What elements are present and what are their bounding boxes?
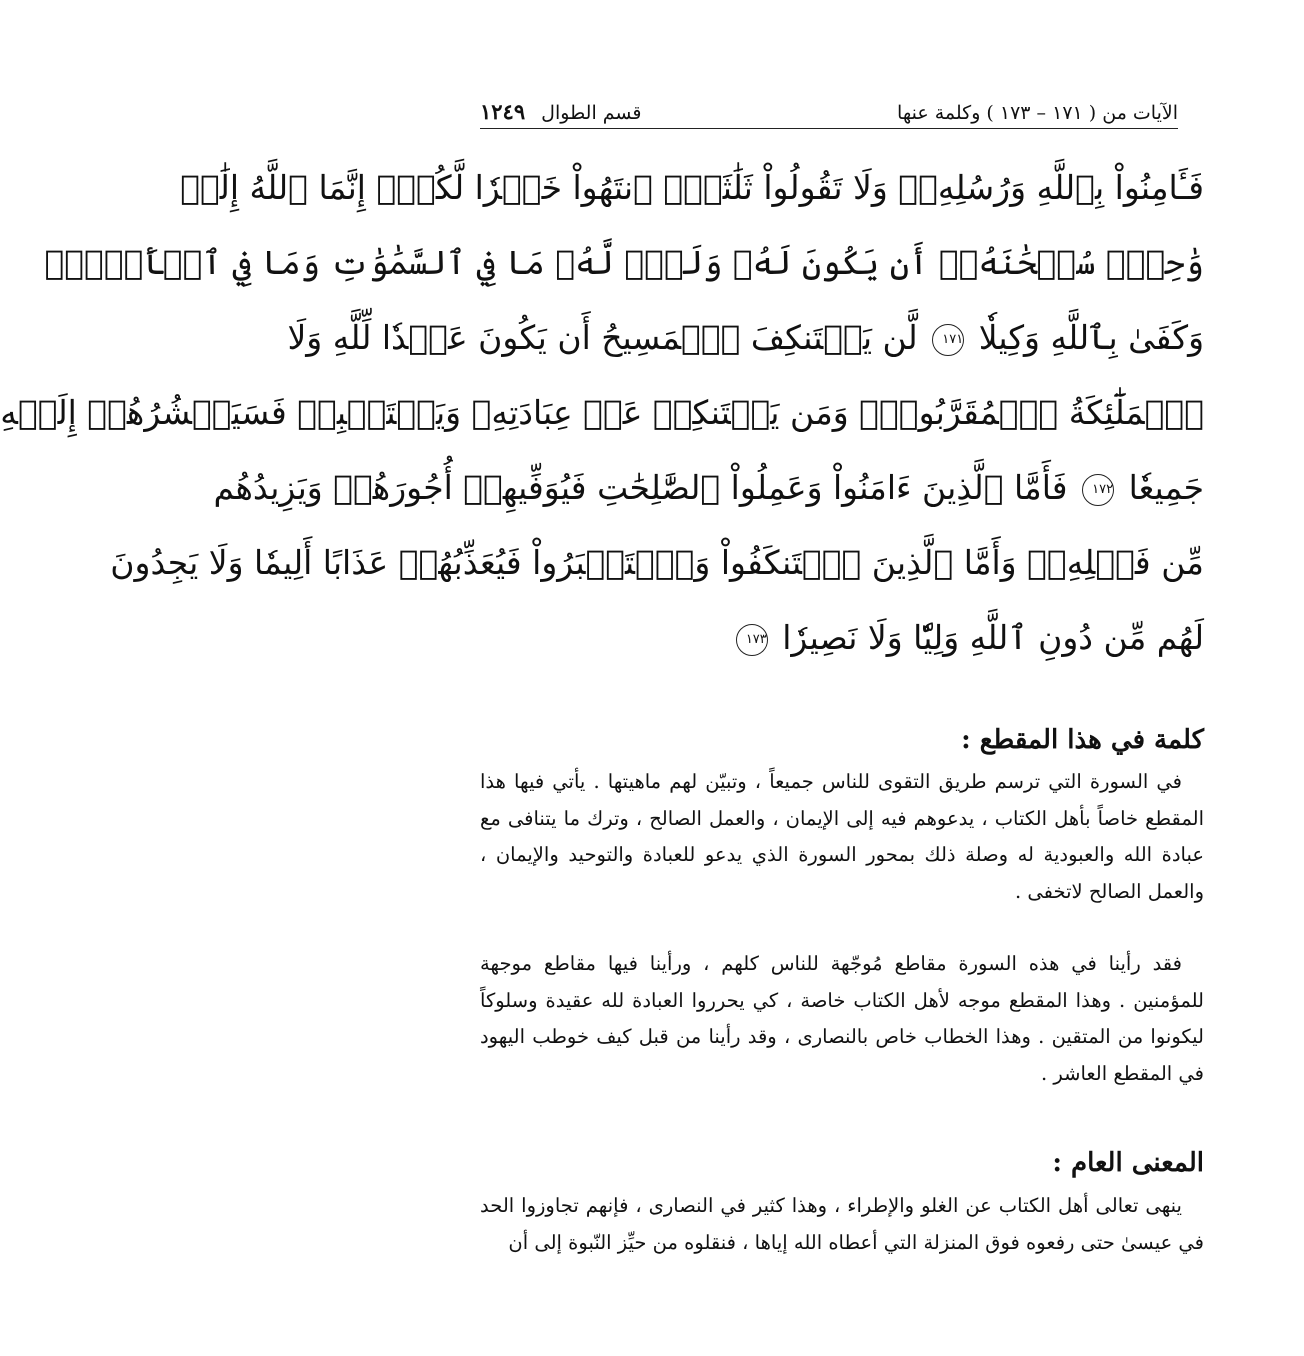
verse-line: ٱلۡمَلَٰٓئِكَةُ ٱلۡمُقَرَّبُونَۚ وَمَن يَسۡتَنكِفۡ عَنۡ عِبَادَتِهِۦ وَيَسۡتَكۡبِرۡ فَسَيَحۡشُرُهُمۡ إِلَيۡهِ	[0, 393, 1204, 432]
header-section-title: قسم الطوال	[541, 102, 642, 124]
ayah-number-marker: ١٧١	[932, 324, 964, 356]
verse-line: لَهُم مِّن دُونِ ٱللَّهِ وَلِيّٗا وَلَا نَصِيرٗا ١٧٣	[480, 600, 1204, 675]
quran-verses-block	[0, 150, 1204, 675]
section-heading: كلمة في هذا المقطع :	[961, 725, 1204, 755]
page-number: ١٢٤٩	[480, 99, 526, 124]
body-paragraph: في السورة التي ترسم طريق التقوى للناس جميعاً ، وتبيّن لهم ماهيتها . يأتي فيها هذا المقطع خاصاً بأهل الكتاب ، يدعوهم فيه إلى الإيمان ، والعمل الصالح ، وترك ما يتنافى مع عبادة الله والعبودية له وصلة ذلك بمحور السورة الذي يدعو للعبادة والتوحيد والإيمان ، والعمل الصالح لاتخفى .	[480, 770, 1204, 903]
verse-line: وَكَفَىٰ بِٱللَّهِ وَكِيلٗا ١٧١ لَّن يَسۡتَنكِفَ ٱلۡمَسِيحُ أَن يَكُونَ عَبۡدٗا لِّلَّهِ وَلَا	[287, 318, 1204, 357]
running-header	[480, 84, 1178, 129]
header-verse-range: الآيات من ( ١٧١ – ١٧٣ ) وكلمة عنها	[897, 102, 1178, 124]
verse-line: مِّن فَضۡلِهِۦۖ وَأَمَّا ٱلَّذِينَ ٱسۡتَنكَفُواْ وَٱسۡتَكۡبَرُواْ فَيُعَذِّبُهُمۡ عَذَابًا أَلِيمٗا وَلَا يَجِدُونَ	[110, 543, 1204, 582]
body-paragraph: ينهى تعالى أهل الكتاب عن الغلو والإطراء ، وهذا كثير في النصارى ، فإنهم تجاوزوا الحد في عيسىٰ حتى رفعوه فوق المنزلة التي أعطاه الله إياها ، فنقلوه من حيِّز النّبوة إلى أن	[480, 1194, 1204, 1254]
verse-line: فَـَٔامِنُواْ بِٱللَّهِ وَرُسُلِهِۦۖ وَلَا تَقُولُواْ ثَلَٰثَةٌۚ ٱنتَهُواْ خَيۡرٗا لَّكُمۡۚ إِنَّمَا ٱللَّهُ إِلَٰهٞ	[180, 168, 1204, 207]
ayah-number-marker: ١٧٣	[736, 624, 768, 656]
verse-line: وَٰحِدٞۖ سُبۡحَٰنَهُۥٓ أَن يَكُونَ لَهُۥ وَلَدٞۘ لَّهُۥ مَا فِي ٱلسَّمَٰوَٰتِ وَمَا فِي ٱلۡأَرۡضِۗ	[44, 243, 1204, 282]
ayah-number-marker: ١٧٢	[1082, 474, 1114, 506]
header-section-and-page	[480, 99, 641, 124]
body-paragraph: فقد رأينا في هذه السورة مقاطع مُوجّهة للناس كلهم ، ورأينا فيها مقاطع موجهة للمؤمنين . وهذا المقطع موجه لأهل الكتاب خاصة ، كي يحرروا العبادة لله عقيدة وسلوكاً ليكونوا من المتقين . وهذا الخطاب خاص بالنصارى ، وقد رأينا من قبل كيف خوطب اليهود في المقطع العاشر .	[480, 952, 1204, 1085]
section-heading: المعنى العام :	[1052, 1148, 1204, 1178]
verse-line: جَمِيعٗا ١٧٢ فَأَمَّا ٱلَّذِينَ ءَامَنُواْ وَعَمِلُواْ ٱلصَّٰلِحَٰتِ فَيُوَفِّيهِمۡ أُجُورَهُمۡ وَيَزِيدُهُم	[213, 468, 1204, 507]
